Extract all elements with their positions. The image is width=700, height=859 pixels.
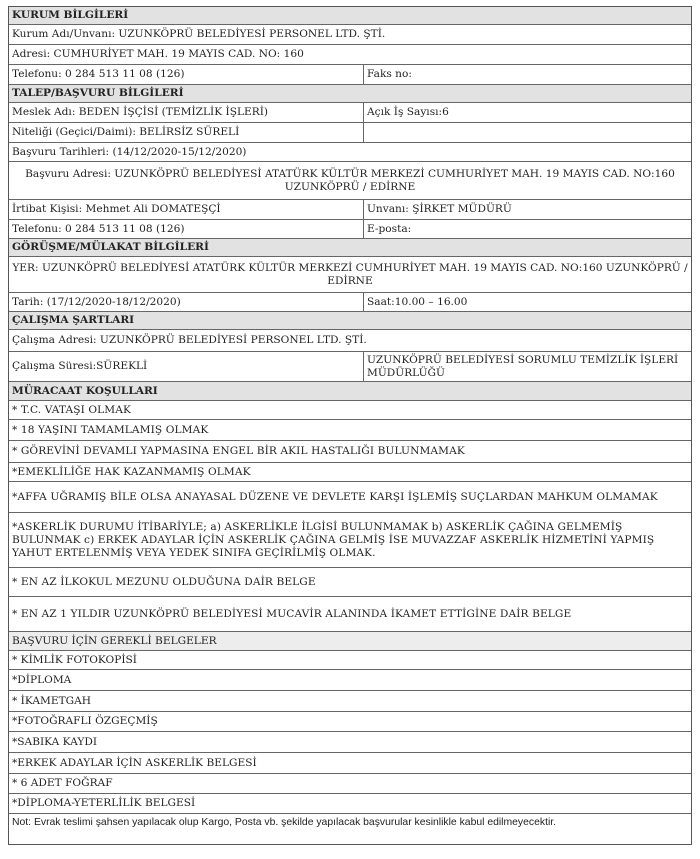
section-title: MÜRACAAT KOŞULLARI [12, 384, 158, 397]
calisma-suresi: Çalışma Süresi:SÜREKLİ [9, 352, 364, 381]
muracaat-item [9, 482, 691, 513]
sorumlu-birim: UZUNKÖPRÜ BELEDİYESİ SORUMLU TEMİZLİK İŞLERİ MÜDÜRLÜĞÜ [367, 353, 679, 379]
note-text: Not: Evrak teslimi şahsen yapılacak olup Kargo, Posta vb. şekilde yapılacak başvurular kesinlikle kabul edilmeyecektir. [12, 817, 557, 828]
talep-tarih-row [9, 143, 691, 162]
section-header-gorusme [9, 239, 691, 257]
kosul-text: * GÖREVİNİ DEVAMLI YAPMASINA ENGEL BİR AKIL HASTALIĞI BULUNMAMAK [12, 445, 465, 457]
belge-text: *FOTOĞRAFLI ÖZGEÇMİŞ [12, 715, 158, 727]
belge-item [9, 774, 691, 794]
irtibat-kisisi: İrtibat Kişisi: Mehmet Ali DOMATEŞÇİ [9, 200, 364, 219]
talep-nitelik-row [9, 123, 691, 143]
muracaat-item [9, 420, 691, 441]
meslek-adi: Meslek Adı: BEDEN İŞÇİSİ (TEMİZLİK İŞLERİ) [9, 103, 364, 122]
section-header-talep [9, 85, 691, 103]
kurum-adi: Kurum Adı/Unvanı: UZUNKÖPRÜ BELEDİYESİ PERSONEL LTD. ŞTİ. [12, 28, 386, 40]
belge-text: *SABIKA KAYDI [12, 735, 98, 748]
kurum-adres-row [9, 45, 691, 65]
kurum-faks: Faks no: [367, 68, 412, 80]
mulakat-yeri: YER: UZUNKÖPRÜ BELEDİYESİ ATATÜRK KÜLTÜR MERKEZİ CUMHURİYET MAH. 19 MAYIS CAD. NO:160 UZUNKÖPRÜ / EDİRNE [12, 261, 688, 287]
belge-item [9, 651, 691, 670]
mulakat-saati: Saat:10.00 – 16.00 [367, 295, 468, 308]
section-title: BAŞVURU İÇİN GEREKLİ BELGELER [12, 634, 217, 647]
muracaat-item [9, 441, 691, 463]
kosul-text: *AFFA UĞRAMIŞ BİLE OLSA ANAYASAL DÜZENE VE DEVLETE KARŞI İŞLEMİŞ SUÇLARDAN MAHKUM OLMAMAK [12, 490, 658, 503]
belge-item [9, 712, 691, 732]
muracaat-item [9, 568, 691, 597]
muracaat-item [9, 513, 691, 568]
calisma-adres-row [9, 330, 691, 352]
empty-cell [364, 123, 691, 142]
unvani: Unvanı: ŞİRKET MÜDÜRÜ [367, 203, 512, 215]
belge-text: *DİPLOMA-YETERLİLİK BELGESİ [12, 797, 196, 809]
section-header-muracaat [9, 382, 691, 401]
section-header-calisma [9, 312, 691, 330]
belge-text: * 6 ADET FOĞRAF [12, 777, 113, 789]
muracaat-item [9, 597, 691, 632]
section-title: TALEP/BAŞVURU BİLGİLERİ [12, 87, 184, 99]
acik-is-sayisi: Açık İş Sayısı:6 [367, 106, 449, 118]
belge-item [9, 691, 691, 712]
kosul-text: *EMEKLİLİĞE HAK KAZANMAMIŞ OLMAK [12, 465, 251, 478]
muracaat-item [9, 401, 691, 420]
basvuru-adresi: Başvuru Adresi: UZUNKÖPRÜ BELEDİYESİ ATATÜRK KÜLTÜR MERKEZİ CUMHURİYET MAH. 19 MAYIS CAD. NO:160 UZUNKÖPRÜ / EDİRNE [25, 167, 675, 193]
belge-text: *DİPLOMA [12, 673, 72, 686]
note-row [9, 814, 691, 844]
belge-text: * KİMLİK FOTOKOPİSİ [12, 653, 137, 666]
kosul-text: * T.C. VATAŞI OLMAK [12, 403, 131, 416]
talep-irtibat-row [9, 200, 691, 220]
kurum-telefon-row [9, 65, 691, 85]
muracaat-item [9, 463, 691, 482]
section-title: GÖRÜŞME/MÜLAKAT BİLGİLERİ [12, 241, 209, 253]
kosul-text: * EN AZ İLKOKUL MEZUNU OLDUĞUNA DAİR BELGE [12, 575, 316, 588]
basvuru-tarihleri: Başvuru Tarihleri: (14/12/2020-15/12/2020) [12, 145, 247, 158]
belge-item [9, 753, 691, 774]
talep-meslek-row [9, 103, 691, 123]
kosul-text: *ASKERLİK DURUMU İTİBARİYLE; a) ASKERLİKLE İLGİSİ BULUNMAMAK b) ASKERLİK ÇAĞINA GELMEMİŞ BULUNMAK c) ERKEK ADAYLAR İÇİN ASKERLİK ÇAĞINA GELMİŞ İSE MUVAZZAF ASKERLİK HİZMETİNİ YAPMIŞ YAHUT ERTELENMİŞ VEYA YEDEK SINIFA GEÇİRİLMİŞ OLMAK. [12, 520, 655, 559]
gorusme-yer-row [9, 257, 691, 293]
calisma-sure-row [9, 352, 691, 382]
niteligi: Niteliği (Geçici/Daimi): BELİRSİZ SÜRELİ [9, 123, 364, 142]
belge-item [9, 670, 691, 691]
kurum-telefon: Telefonu: 0 284 513 11 08 (126) [9, 65, 364, 84]
kosul-text: * 18 YAŞINI TAMAMLAMIŞ OLMAK [12, 423, 209, 436]
belge-item [9, 732, 691, 753]
mulakat-tarihi: Tarih: (17/12/2020-18/12/2020) [9, 293, 364, 311]
belge-text: *ERKEK ADAYLAR İÇİN ASKERLİK BELGESİ [12, 756, 257, 769]
kurum-adres: Adresi: CUMHURİYET MAH. 19 MAYIS CAD. NO: 160 [12, 48, 304, 60]
section-title: ÇALIŞMA ŞARTLARI [12, 314, 135, 326]
belge-item [9, 794, 691, 814]
calisma-adresi: Çalışma Adresi: UZUNKÖPRÜ BELEDİYESİ PERSONEL LTD. ŞTİ. [12, 334, 367, 346]
belge-text: * İKAMETGAH [12, 694, 91, 707]
section-header-kurum [9, 7, 691, 25]
kosul-text: * EN AZ 1 YILDIR UZUNKÖPRÜ BELEDİYESİ MUCAVİR ALANINDA İKAMET ETTİGİNE DAİR BELGE [12, 607, 572, 620]
section-title: KURUM BİLGİLERİ [12, 9, 129, 21]
talep-adres-row [9, 162, 691, 200]
talep-telefon-row [9, 220, 691, 239]
e-posta: E-posta: [367, 222, 412, 235]
gorusme-tarih-row [9, 293, 691, 312]
form-table [8, 6, 692, 845]
talep-telefon: Telefonu: 0 284 513 11 08 (126) [9, 220, 364, 238]
kurum-adi-row [9, 25, 691, 45]
section-header-belgeler [9, 632, 691, 651]
